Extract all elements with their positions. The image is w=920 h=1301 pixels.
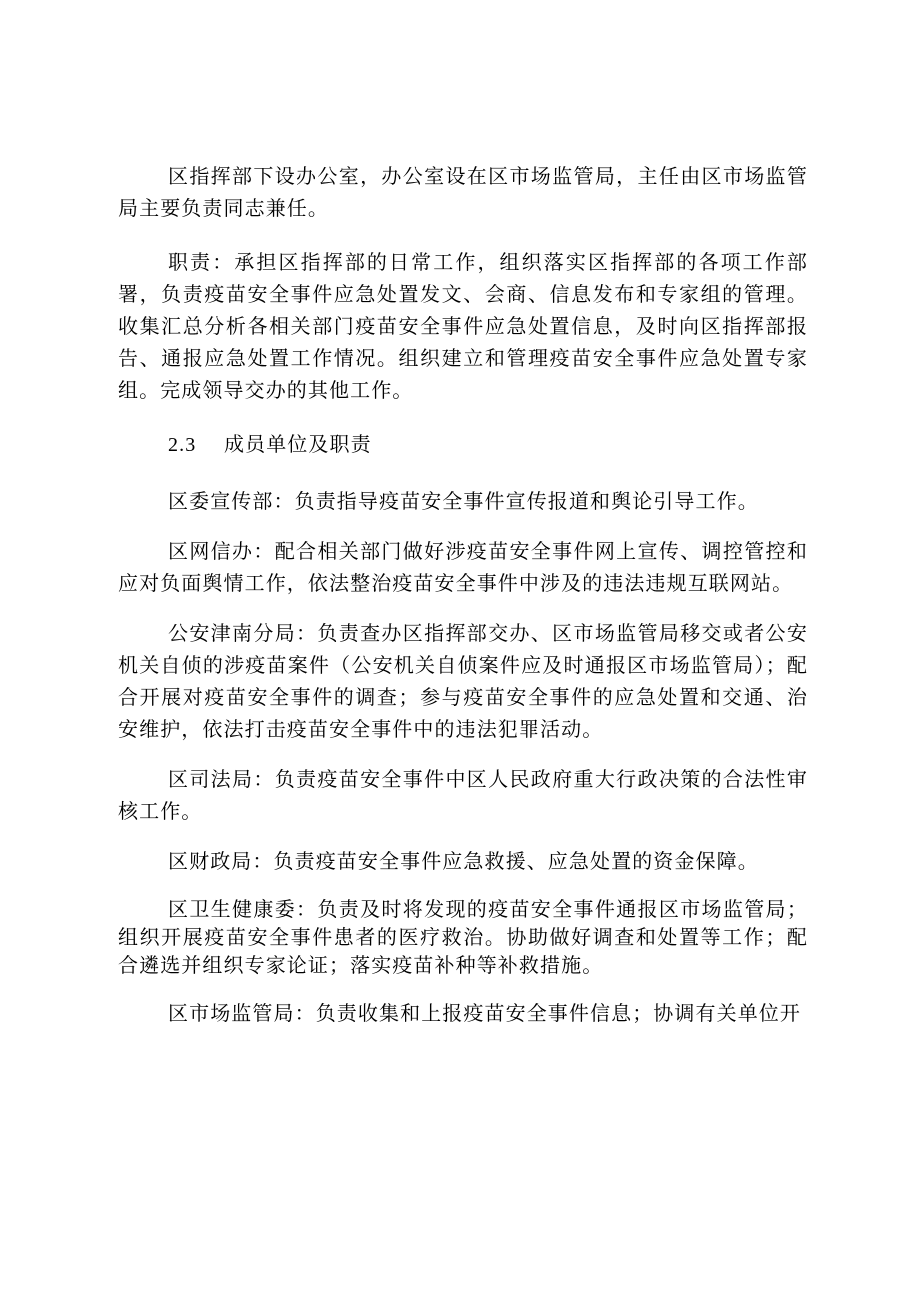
member-paragraph-cyberspace: 区网信办：配合相关部门做好涉疫苗安全事件网上宣传、调控管控和应对负面舆情工作，依法整治疫苗安全事件中涉及的违法违规互联网站。 xyxy=(118,539,808,595)
document-page xyxy=(118,160,808,1047)
section-heading xyxy=(118,428,808,461)
member-paragraph-publicity: 区委宣传部：负责指导疫苗安全事件宣传报道和舆论引导工作。 xyxy=(168,489,759,513)
member-paragraph-health: 区卫生健康委：负责及时将发现的疫苗安全事件通报区市场监管局；组织开展疫苗安全事件患者的医疗救治。协助做好调查和处置等工作；配合遴选并组织专家论证；落实疫苗补种等补救措施。 xyxy=(118,897,808,977)
member-paragraph-market-supervision: 区市场监管局：负责收集和上报疫苗安全事件信息；协调有关单位开 xyxy=(168,1001,801,1025)
section-title: 成员单位及职责 xyxy=(224,432,372,456)
paragraph-office-setup: 区指挥部下设办公室，办公室设在区市场监管局，主任由区市场监管局主要负责同志兼任。 xyxy=(118,164,808,220)
paragraph-office-duty: 职责：承担区指挥部的日常工作，组织落实区指挥部的各项工作部署，负责疫苗安全事件应急处置发文、会商、信息发布和专家组的管理。收集汇总分析各相关部门疫苗安全事件应急处置信息，及时向区指挥部报告、通报应急处置工作情况。组织建立和管理疫苗安全事件应急处置专家组。完成领导交办的其他工作。 xyxy=(118,250,808,402)
member-paragraph-justice: 区司法局：负责疫苗安全事件中区人民政府重大行政决策的合法性审核工作。 xyxy=(118,767,808,823)
member-paragraph-police: 公安津南分局：负责查办区指挥部交办、区市场监管局移交或者公安机关自侦的涉疫苗案件（公安机关自侦案件应及时通报区市场监管局）；配合开展对疫苗安全事件的调查；参与疫苗安全事件的应急处置和交通、治安维护，依法打击疫苗安全事件中的违法犯罪活动。 xyxy=(118,621,808,741)
member-paragraph-finance: 区财政局：负责疫苗安全事件应急救援、应急处置的资金保障。 xyxy=(168,849,759,873)
section-number: 2.3 xyxy=(168,434,197,456)
